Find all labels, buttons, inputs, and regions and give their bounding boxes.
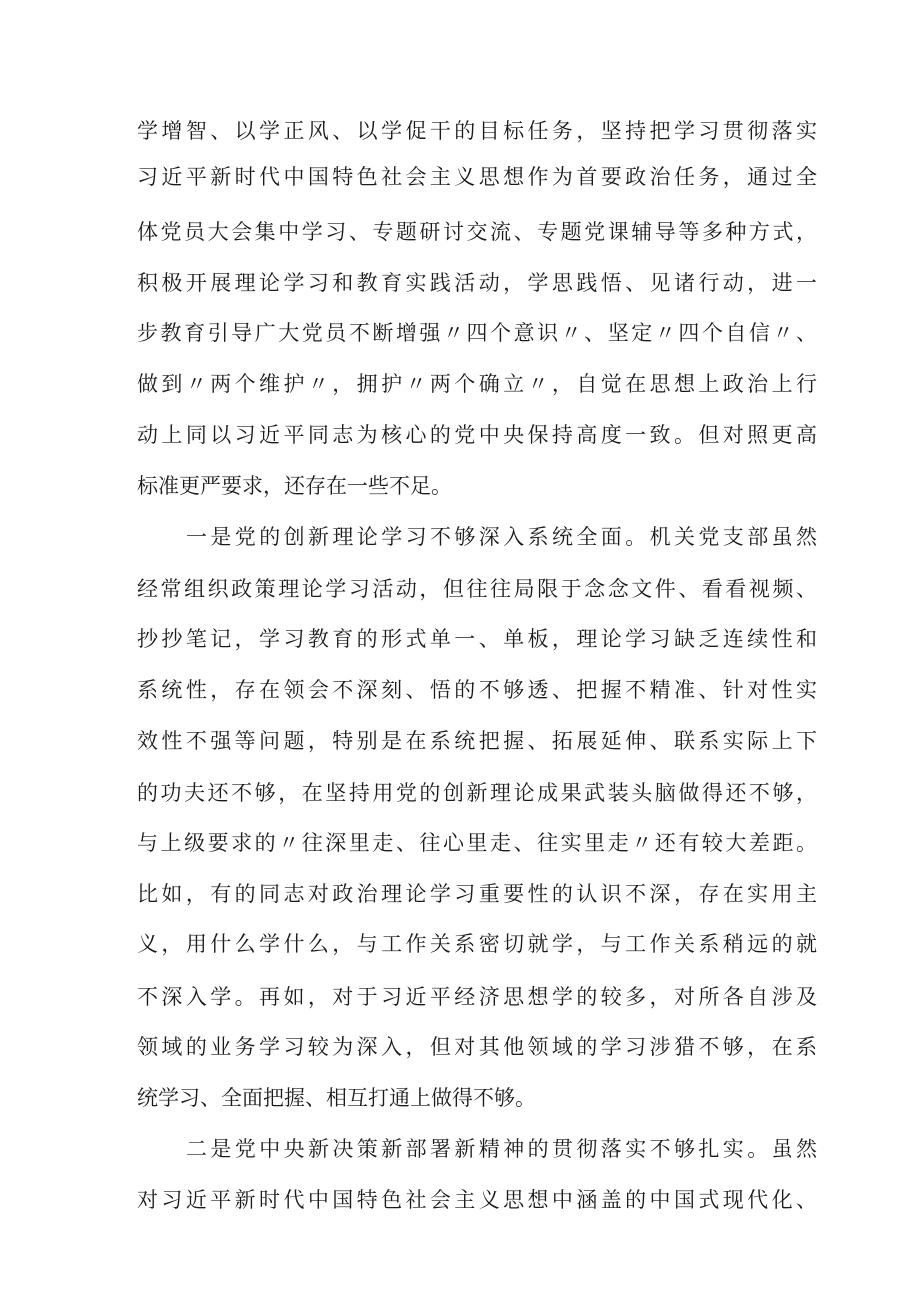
text-line: 义，用什么学什么，与工作关系密切就学，与工作关系稍远的就 (137, 932, 817, 956)
text-line: 积极开展理论学习和教育实践活动，学思践悟、见诸行动，进一 (137, 271, 817, 295)
text-line: 习近平新时代中国特色社会主义思想作为首要政治任务，通过全 (137, 165, 817, 189)
paragraph-first-line: 一是党的创新理论学习不够深入系统全面。机关党支部虽然 (186, 525, 817, 549)
text-line: 的功夫还不够，在坚持用党的创新理论成果武装头脑做得还不够， (137, 781, 817, 805)
text-line: 做到〃两个维护〃，拥护〃两个确立〃，自觉在思想上政治上行 (137, 372, 817, 396)
text-line: 统学习、全面把握、相互打通上做得不够。 (137, 1086, 536, 1110)
text-line: 步教育引导广大党员不断增强〃四个意识〃、坚定〃四个自信〃、 (137, 321, 817, 345)
text-line: 抄抄笔记，学习教育的形式单一、单板，理论学习缺乏连续性和 (137, 627, 817, 651)
text-line: 学增智、以学正风、以学促干的目标任务，坚持把学习贯彻落实 (137, 119, 817, 143)
text-line: 体党员大会集中学习、专题研讨交流、专题党课辅导等多种方式， (137, 220, 817, 244)
text-line: 动上同以习近平同志为核心的党中央保持高度一致。但对照更高 (137, 423, 817, 447)
text-line: 领域的业务学习较为深入，但对其他领域的学习涉猎不够，在系 (137, 1035, 817, 1059)
text-line: 对习近平新时代中国特色社会主义思想中涵盖的中国式现代化、 (137, 1188, 817, 1212)
paragraph-first-line: 二是党中央新决策新部署新精神的贯彻落实不够扎实。虽然 (186, 1137, 817, 1161)
text-line: 系统性，存在领会不深刻、悟的不够透、把握不精准、针对性实 (137, 678, 817, 702)
text-line: 效性不强等问题，特别是在系统把握、拓展延伸、联系实际上下 (137, 729, 817, 753)
text-line: 标准更严要求，还存在一些不足。 (137, 474, 452, 498)
text-line: 经常组织政策理论学习活动，但往往局限于念念文件、看看视频、 (137, 577, 817, 601)
text-line: 与上级要求的〃往深里走、往心里走、往实里走〃还有较大差距。 (137, 831, 817, 855)
text-line: 比如，有的同志对政治理论学习重要性的认识不深，存在实用主 (137, 882, 817, 906)
text-line: 不深入学。再如，对于习近平经济思想学的较多，对所各自涉及 (137, 985, 817, 1009)
